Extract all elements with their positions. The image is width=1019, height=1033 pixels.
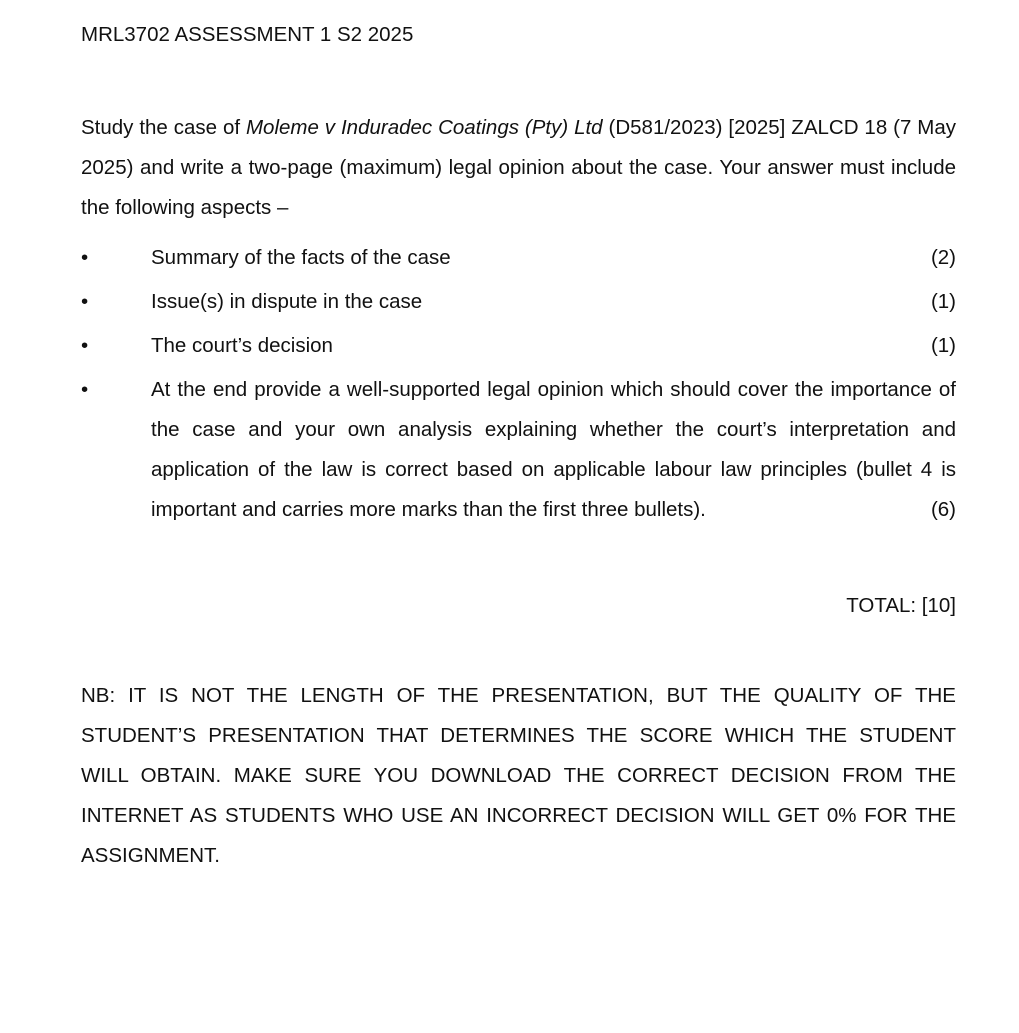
aspect-text: At the end provide a well-supported legal opinion which should cover the importance of the case and your own analysis explaining whether the court’s interpretation and application of the law is correct based on applicable labour law principles (bullet 4 is important and carries more marks than the first three bullets). xyxy=(151,378,956,521)
aspect-text: Issue(s) in dispute in the case xyxy=(151,290,423,313)
aspect-text: The court’s decision xyxy=(151,334,333,357)
aspect-item xyxy=(81,370,956,530)
bullet-icon: • xyxy=(81,378,89,401)
aspect-marks: (1) xyxy=(930,334,956,357)
bullet-icon: • xyxy=(81,334,89,357)
aspects-list xyxy=(81,238,956,534)
case-name: Moleme v Induradec Coatings (Pty) Ltd xyxy=(245,116,603,139)
aspect-item xyxy=(81,326,956,366)
aspect-marks: (6) xyxy=(930,498,956,521)
aspect-marks: (1) xyxy=(930,290,956,313)
bullet-icon: • xyxy=(81,246,89,269)
total-marks: TOTAL: [10] xyxy=(846,594,956,617)
bullet-icon: • xyxy=(81,290,89,313)
aspect-text: Summary of the facts of the case xyxy=(151,246,451,269)
aspect-marks: (2) xyxy=(930,246,956,269)
aspect-item xyxy=(81,282,956,322)
intro-suffix: (D581/2023) [2025] ZALCD 18 (7 May 2025) and write a two-page (maximum) legal opinion about the case. Your answer must include the following aspects – xyxy=(81,116,957,219)
intro-prefix: Study the case of xyxy=(81,116,246,139)
aspect-item xyxy=(81,238,956,278)
assessment-heading: MRL3702 ASSESSMENT 1 S2 2025 xyxy=(81,23,414,46)
nb-notice: NB: IT IS NOT THE LENGTH OF THE PRESENTATION, BUT THE QUALITY OF THE STUDENT’S PRESENTATION THAT DETERMINES THE SCORE WHICH THE STUDENT WILL OBTAIN. MAKE SURE YOU DOWNLOAD THE CORRECT DECISION FROM THE INTERNET AS STUDENTS WHO USE AN INCORRECT DECISION WILL GET 0% FOR THE ASSIGNMENT. xyxy=(81,684,956,867)
instructions-paragraph xyxy=(81,108,956,228)
